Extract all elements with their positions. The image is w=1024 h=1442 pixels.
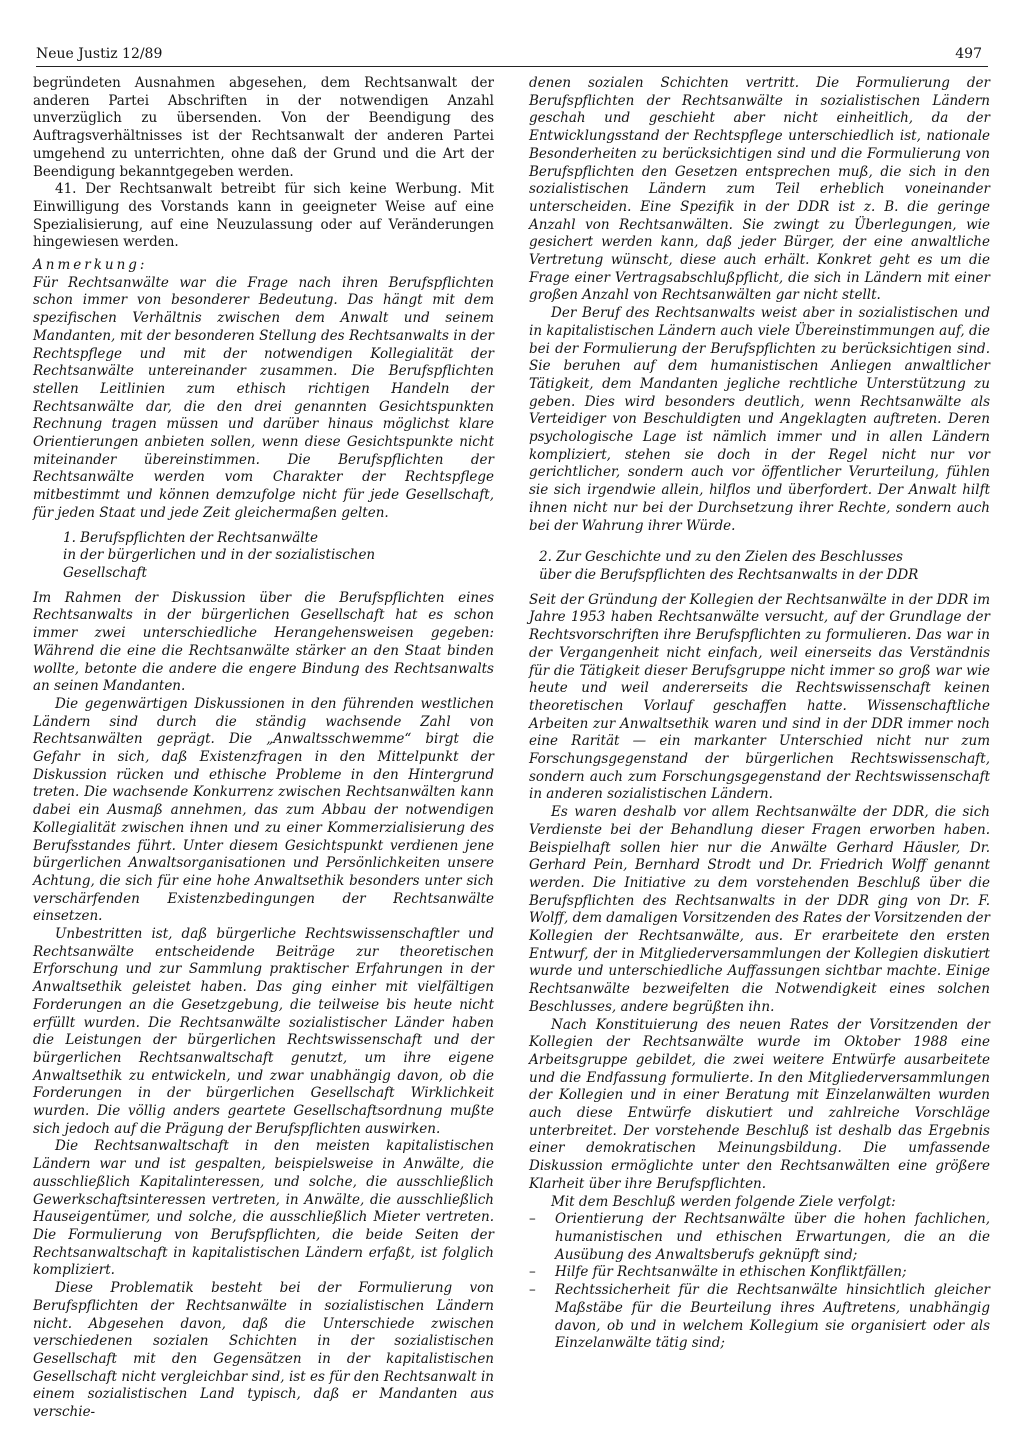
running-header <box>36 44 988 67</box>
paragraph: Es waren deshalb vor allem Rechtsanwälte der DDR, die sich Verdienste bei der Behandlung dieser Fragen erworben haben. Beispielhaft sollen hier nur die Anwälte Gerhard Häusler, Dr. Gerhard Pein, Bernhard Strodt und Dr. Friedrich Wolff genannt werden. Die Initiative zu dem vorstehenden Beschluß über die Berufspflichten des Rechtsanwalts in der DDR ging von Dr. F. Wolff, dem damaligen Vorsitzenden des Rates der Vorsitzenden der Kollegien der Rechtsanwälte, aus. Er erarbeitete den ersten Entwurf, der in Mitgliederversammlungen der Kollegien diskutiert wurde und unterschiedliche Auffassungen sichtbar machte. Einige Rechtsanwälte bezweifelten die Notwendigkeit eines solchen Beschlusses, andere begrüßten ihn. <box>529 804 990 1015</box>
left-column <box>33 75 494 1422</box>
list-dash: – <box>529 1264 536 1281</box>
paragraph-41: 41. Der Rechtsanwalt betreibt für sich keine Werbung. Mit Einwilligung des Vorstands kann in geeigneter Weise auf eine Spezialisierung, auf eine Neuzulassung oder auf Veränderungen hingewiesen werden. <box>33 181 494 251</box>
list-item-text: Rechtssicherheit für die Rechtsanwälte hinsichtlich gleicher Maßstäbe für die Beurteilung ihres Auftretens, unabhängig davon, ob und in welchem Kollegium sie organisiert oder als Einzelanwälte tätig sind; <box>555 1282 990 1352</box>
paragraph-continued: denen sozialen Schichten vertritt. Die Formulierung der Berufspflichten der Rechtsanwälte in sozialistischen Ländern geschah und geschieht aber nicht einheitlich, da der Entwicklungsstand der Rechtspflege unterschiedlich ist, nationale Besonderheiten zu berücksichtigen sind und die Formulierung von Berufspflichten den Gesetzen entsprechen muß, die sich in den sozialistischen Ländern zum Teil erheblich voneinander unterscheiden. Eine Spezifik in der DDR ist z. B. die geringe Anzahl von Rechtsanwälten. Sie zwingt zu Überlegungen, wie gesichert werden kann, daß jeder Bürger, der eine anwaltliche Vertretung wünscht, diese auch erhält. Konkret geht es um die Frage einer Vertragsabschlußpflicht, die sich in Ländern mit einer großen Anzahl von Rechtsanwälten gar nicht stellt. <box>529 75 990 304</box>
list-item <box>529 1282 990 1353</box>
list-dash: – <box>529 1282 536 1299</box>
paragraph: Die Rechtsanwaltschaft in den meisten kapitalistischen Ländern war und ist gespalten, beispielsweise in Anwälte, die ausschließlich Kapitalinteressen, und solche, die ausschließlich Gewerkschaftsinteressen vertreten, in Anwälte, die ausschließlich Hauseigentümer, und solche, die ausschließlich Mieter vertreten. Die Formulierung von Berufspflichten, die beide Seiten der Rechtsanwaltschaft in kapitalistischen Ländern erfaßt, ist folglich kompliziert. <box>33 1138 494 1279</box>
heading-2-line-2: über die Berufspflichten des Rechtsanwalts in der DDR <box>539 566 919 583</box>
paragraph: Der Beruf des Rechtsanwalts weist aber in sozialistischen und in kapitalistischen Ländern auch viele Übereinstimmungen auf, die bei der Formulierung der Berufspflichten zu berücksichtigen sind. Sie beruhen auf dem humanistischen Anliegen anwaltlicher Tätigkeit, dem Mandanten jegliche rechtliche Unterstützung zu geben. Dies wird besonders deutlich, wenn Rechtsanwälte als Verteidiger von Beschuldigten und Angeklagten auftreten. Deren psychologische Lage ist nämlich immer und in allen Ländern kompliziert, stehen sie doch in der Regel nicht nur vor gerichtlicher, sondern auch vor öffentlicher Verurteilung, fühlen sie sich irgendwie allein, hilflos und überfordert. Der Anwalt hilft ihnen nicht nur bei der Durchsetzung ihrer Rechte, sondern auch bei der Wahrung ihrer Würde. <box>529 305 990 534</box>
paragraph-continued: begründeten Ausnahmen abgesehen, dem Rechtsanwalt der anderen Partei Abschriften in der notwendigen Anzahl unverzüglich zu übersenden. Von der Beendigung des Auftragsverhältnisses ist der Rechtsanwalt der anderen Partei umgehend zu unterrichten, ohne daß der Grund und die Art der Beendigung bekanntgegeben werden. <box>33 75 494 180</box>
page-number: 497 <box>955 46 982 62</box>
journal-title: Neue Justiz 12/89 <box>36 46 163 62</box>
section-heading-1 <box>33 530 494 583</box>
paragraph: Die gegenwärtigen Diskussionen in den führenden westlichen Ländern sind durch die ständig wachsende Zahl von Rechtsanwälten geprägt. Die „Anwaltsschwemme“ birgt die Gefahr in sich, daß Existenzfragen in den Mittelpunkt der Diskussion rücken und ethische Probleme in den Hintergrund treten. Die wachsende Konkurrenz zwischen Rechtsanwälten kann dabei ein Ausmaß annehmen, das zum Abbau der notwendigen Kollegialität zwischen ihnen und zu einer Kommerzialisierung des Berufsstandes führt. Unter diesem Gesichtspunkt verdienen jene bürgerlichen Anwaltsorganisationen und Persönlichkeiten unsere Achtung, die sich für eine hohe Anwaltsethik besonders unter sich verschärfenden Existenzbedingungen der Rechtsanwälte einsetzen. <box>33 695 494 925</box>
goals-list <box>529 1211 990 1353</box>
paragraph: Unbestritten ist, daß bürgerliche Rechtswissenschaftler und Rechtsanwälte entscheidende Beiträge zur theoretischen Erforschung und zur Sammlung praktischer Erfahrungen in der Anwaltsethik geleistet haben. Das ging einher mit vielfältigen Forderungen an die Gesetzgebung, die teilweise bis heute nicht erfüllt wurden. Die Rechtsanwälte sozialistischer Länder haben die Leistungen der bürgerlichen Rechtswissenschaft und der bürgerlichen Rechtsanwaltschaft genutzt, um ihre eigene Anwaltsethik zu entwickeln, und zwar unabhängig davon, ob die Forderungen in der bürgerlichen Gesellschaft Wirklichkeit wurden. Die völlig anders geartete Gesellschaftsordnung mußte sich jedoch auf die Prägung der Berufspflichten auswirken. <box>33 926 494 1137</box>
paragraph: Nach Konstituierung des neuen Rates der Vorsitzenden der Kollegien der Rechtsanwälte wurde im Oktober 1988 eine Arbeitsgruppe gebildet, die zwei weitere Entwürfe ausarbeitete und die Endfassung formulierte. In den Mitgliederversammlungen der Kollegien und in einer Beratung mit Einzelanwälten wurden auch diese Entwürfe diskutiert und zahlreiche Vorschläge unterbreitet. Der vorstehende Beschluß ist deshalb das Ergebnis einer demokratischen Meinungsbildung. Die umfassende Diskussion ermöglichte unter den Rechtsanwälten eine größere Klarheit über ihre Berufspflichten. <box>529 1016 990 1192</box>
heading-1-line-1: 1. Berufspflichten der Rechtsanwälte <box>63 529 318 546</box>
anmerkung-text: Für Rechtsanwälte war die Frage nach ihren Berufspflichten schon immer von besonderer Bedeutung. Das hängt mit dem spezifischen Verhältnis zwischen dem Anwalt und seinem Mandanten, mit der besonderen Stellung des Rechtsanwalts in der Rechtspflege und mit der notwendigen Kollegialität der Rechtsanwälte untereinander zusammen. Die Berufspflichten stellen Leitlinien zum ethisch richtigen Handeln der Rechtsanwälte dar, die den drei genannten Gesichtspunkten Rechnung tragen müssen und darüber hinaus möglichst klare Orientierungen anbieten sollen, wenn diese Gesichtspunkte nicht miteinander übereinstimmen. Die Berufspflichten der Rechtsanwälte werden vom Charakter der Rechtspflege mitbestimmt und können demzufolge nicht für jede Gesellschaft, für jeden Staat und jede Zeit gleichermaßen gelten. <box>33 274 494 521</box>
paragraph: Im Rahmen der Diskussion über die Berufspflichten eines Rechtsanwalts in der bürgerlichen Gesellschaft hat es schon immer zwei unterschiedliche Herangehensweisen gegeben: Während die eine die Rechtsanwälte stärker an den Staat binden wollte, betonte die andere die engere Bindung des Rechtsanwalts an seinen Mandanten. <box>33 589 494 695</box>
list-item <box>529 1211 990 1264</box>
list-item-text: Hilfe für Rechtsanwälte in ethischen Konfliktfällen; <box>555 1264 907 1281</box>
list-item-text: Orientierung der Rechtsanwälte über die hohen fachlichen, humanistischen und ethischen Erwartungen, die an die Ausübung des Anwaltsberufs geknüpft sind; <box>555 1211 990 1263</box>
list-item <box>529 1264 990 1282</box>
paragraph: Diese Problematik besteht bei der Formulierung von Berufspflichten der Rechtsanwälte in sozialistischen Ländern nicht. Abgesehen davon, daß die Unterschiede zwischen verschiedenen sozialen Schichten in der sozialistischen Gesellschaft mit den Gegensätzen in der kapitalistischen Gesellschaft nicht vergleichbar sind, ist es für den Rechtsanwalt in einem sozialistischen Land typisch, daß er Mandanten aus verschie- <box>33 1280 494 1421</box>
list-dash: – <box>529 1211 536 1228</box>
heading-2-line-1: 2. Zur Geschichte und zu den Zielen des Beschlusses <box>539 549 903 566</box>
right-column <box>529 75 990 1353</box>
section-heading-2 <box>529 549 990 584</box>
paragraph: Mit dem Beschluß werden folgende Ziele verfolgt: <box>551 1193 896 1210</box>
heading-1-line-3: Gesellschaft <box>63 564 147 581</box>
anmerkung-label: Anmerkung: <box>33 257 148 274</box>
paragraph: Seit der Gründung der Kollegien der Rechtsanwälte in der DDR im Jahre 1953 haben Rechtsanwälte versucht, auf der Grundlage der Rechtsvorschriften ihre Berufspflichten zu formulieren. Das war in der Vergangenheit nicht einfach, weil einerseits das Verständnis für die Tätigkeit dieser Berufsgruppe nicht immer so groß war wie heute und weil andererseits die Rechtswissenschaft keinen theoretischen Vorlauf geschaffen hatte. Wissenschaftliche Arbeiten zur Anwaltsethik waren und sind in der DDR immer noch eine Rarität — ein markanter Unterschied nicht nur zum Forschungsgegenstand der bürgerlichen Rechtswissenschaft, sondern auch zum Forschungsgegenstand der Rechtswissenschaft in anderen sozialistischen Ländern. <box>529 591 990 803</box>
heading-1-line-2: in der bürgerlichen und in der sozialistischen <box>63 547 376 564</box>
